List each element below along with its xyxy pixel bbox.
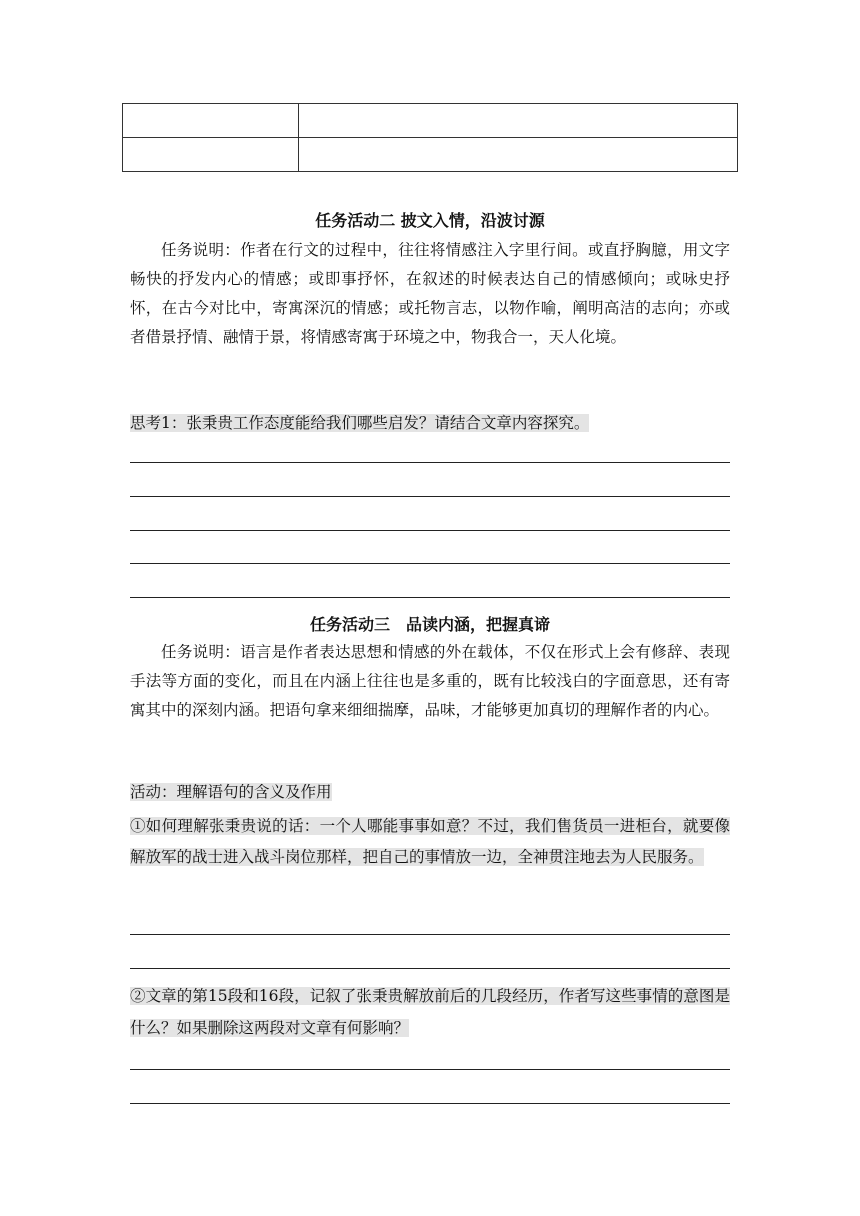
task2-title: 任务活动二 披文入情，沿波讨源 bbox=[315, 211, 545, 230]
answer-line bbox=[130, 1103, 730, 1104]
task2-description: 任务说明：作者在行文的过程中，往往将情感注入字里行间。或直抒胸臆，用文字畅快的抒发内心的情感；或即事抒怀，在叙述的时候表达自己的情感倾向；或咏史抒怀，在古今对比中，寄寓深沉的情感；或托物言志，以物作喻，阐明高洁的志向；亦或者借景抒情、融情于景，将情感寄寓于环境之中，物我合一，天人化境。 bbox=[130, 241, 730, 346]
table-cell bbox=[123, 138, 299, 172]
task3-question2-text: ②文章的第15段和16段，记叙了张秉贵解放前后的几段经历，作者写这些事情的意图是什么？如果删除这两段对文章有何影响？ bbox=[130, 987, 730, 1037]
table-row bbox=[123, 104, 738, 138]
task2-question1 bbox=[130, 411, 589, 435]
answer-line bbox=[130, 968, 730, 969]
answer-line bbox=[130, 530, 730, 531]
task3-question1-text: ①如何理解张秉贵说的话：一个人哪能事事如意？不过，我们售货员一进柜台，就要像解放军的战士进入战斗岗位那样，把自己的事情放一边，全神贯注地去为人民服务。 bbox=[130, 817, 730, 866]
table-row bbox=[123, 138, 738, 172]
answer-line bbox=[130, 462, 730, 463]
answer-line bbox=[130, 1069, 730, 1070]
task3-activity-text: 活动：理解语句的含义及作用 bbox=[130, 783, 332, 801]
task3-question2 bbox=[130, 980, 730, 1044]
answer-line bbox=[130, 934, 730, 935]
answer-line bbox=[130, 496, 730, 497]
table-cell bbox=[123, 104, 299, 138]
answer-line bbox=[130, 597, 730, 598]
task3-question1 bbox=[130, 811, 730, 873]
task3-title: 任务活动三 品读内涵，把握真谛 bbox=[309, 615, 550, 634]
task3-description: 任务说明：语言是作者表达思想和情感的外在载体，不仅在形式上会有修辞、表现手法等方面的变化，而且在内涵上往往也是多重的，既有比较浅白的字面意思，还有寄寓其中的深刻内涵。把语句拿来细细揣摩，品味，才能够更加真切的理解作者的内心。 bbox=[130, 643, 730, 719]
task3-activity bbox=[130, 780, 332, 804]
table-cell bbox=[299, 104, 738, 138]
table-cell bbox=[299, 138, 738, 172]
answer-line bbox=[130, 563, 730, 564]
answer-table bbox=[122, 103, 738, 172]
task2-question1-text: 思考1：张秉贵工作态度能给我们哪些启发？请结合文章内容探究。 bbox=[130, 414, 590, 432]
